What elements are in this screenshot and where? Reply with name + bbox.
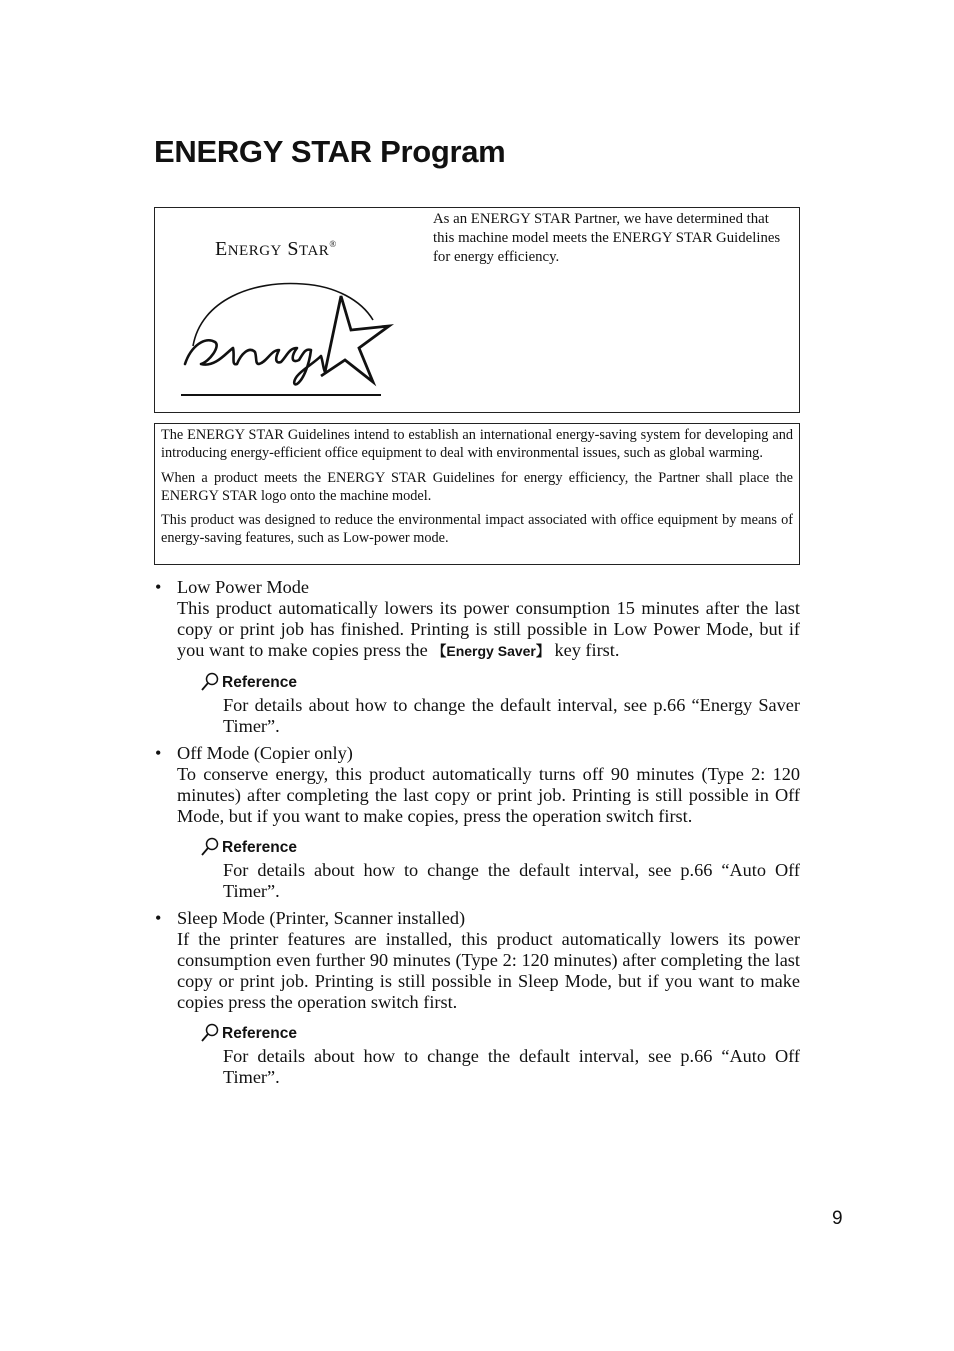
guidelines-info-box [154, 423, 800, 565]
energy-modes-list [154, 577, 800, 1094]
page-number: 9 [832, 1208, 843, 1229]
reference-block [177, 1023, 800, 1088]
bullet-symbol: • [155, 908, 162, 928]
partner-statement: As an ENERGY STAR Partner, we have determined that this machine model meets the ENERGY STAR Guidelines for energy efficiency. [433, 211, 781, 265]
list-item-low-power-mode [154, 577, 800, 737]
mode-heading: Off Mode (Copier only) [177, 743, 353, 763]
mode-description: If the printer features are installed, this product automatically lowers its power consumption even further 90 minutes (Type 2: 120 minutes) after completing the last copy or print job. Printing is still possible in Sleep Mode, but if you want to make copies press the operation switch first. [177, 929, 800, 1012]
bullet-symbol: • [155, 743, 162, 763]
mode-heading: Sleep Mode (Printer, Scanner installed) [177, 908, 466, 928]
energy-star-logo-box [154, 207, 800, 413]
mode-heading: Low Power Mode [177, 577, 310, 597]
reference-text: For details about how to change the default interval, see p.66 “Energy Saver Timer”. [223, 695, 800, 736]
info-paragraph: This product was designed to reduce the environmental impact associated with office equipment by means of energy-saving features, such as Low-power mode. [161, 512, 793, 547]
energy-star-wordmark: ENERGY STAR® [215, 238, 337, 260]
reference-text: For details about how to change the default interval, see p.66 “Auto Off Timer”. [223, 1046, 800, 1087]
info-paragraph: When a product meets the ENERGY STAR Guidelines for energy efficiency, the Partner shall place the ENERGY STAR logo onto the machine model. [161, 469, 793, 504]
mode-description: This product automatically lowers its power consumption 15 minutes after the last copy or print job has finished. Printing is still possible in Low Power Mode, but if you want to make copies press the 【Energy Saver】 key first. [177, 598, 800, 660]
energy-star-logo-icon [175, 276, 395, 388]
magnifier-reference-icon [200, 1023, 220, 1043]
bullet-symbol: • [155, 577, 162, 597]
reference-block [177, 672, 800, 737]
logo-underline [181, 394, 381, 396]
magnifier-reference-icon [200, 672, 220, 692]
info-paragraph: The ENERGY STAR Guidelines intend to establish an international energy-saving system for developing and introducing energy-efficient office equipment to deal with environmental issues, such as global warming. [161, 427, 793, 462]
mode-description: To conserve energy, this product automatically turns off 90 minutes (Type 2: 120 minutes) after completing the last copy or print job. Printing is still possible in Off Mode, but if you want to make copies, press the operation switch first. [177, 764, 800, 826]
list-item-sleep-mode [154, 908, 800, 1088]
list-item-off-mode [154, 743, 800, 902]
reference-text: For details about how to change the default interval, see p.66 “Auto Off Timer”. [223, 860, 800, 901]
reference-label: Reference [222, 1025, 297, 1042]
reference-block [177, 837, 800, 902]
page-title: ENERGY STAR Program [154, 134, 506, 169]
reference-label: Reference [222, 839, 297, 856]
reference-label: Reference [222, 674, 297, 691]
magnifier-reference-icon [200, 837, 220, 857]
energy-saver-key-label: 【Energy Saver】 [432, 643, 550, 659]
